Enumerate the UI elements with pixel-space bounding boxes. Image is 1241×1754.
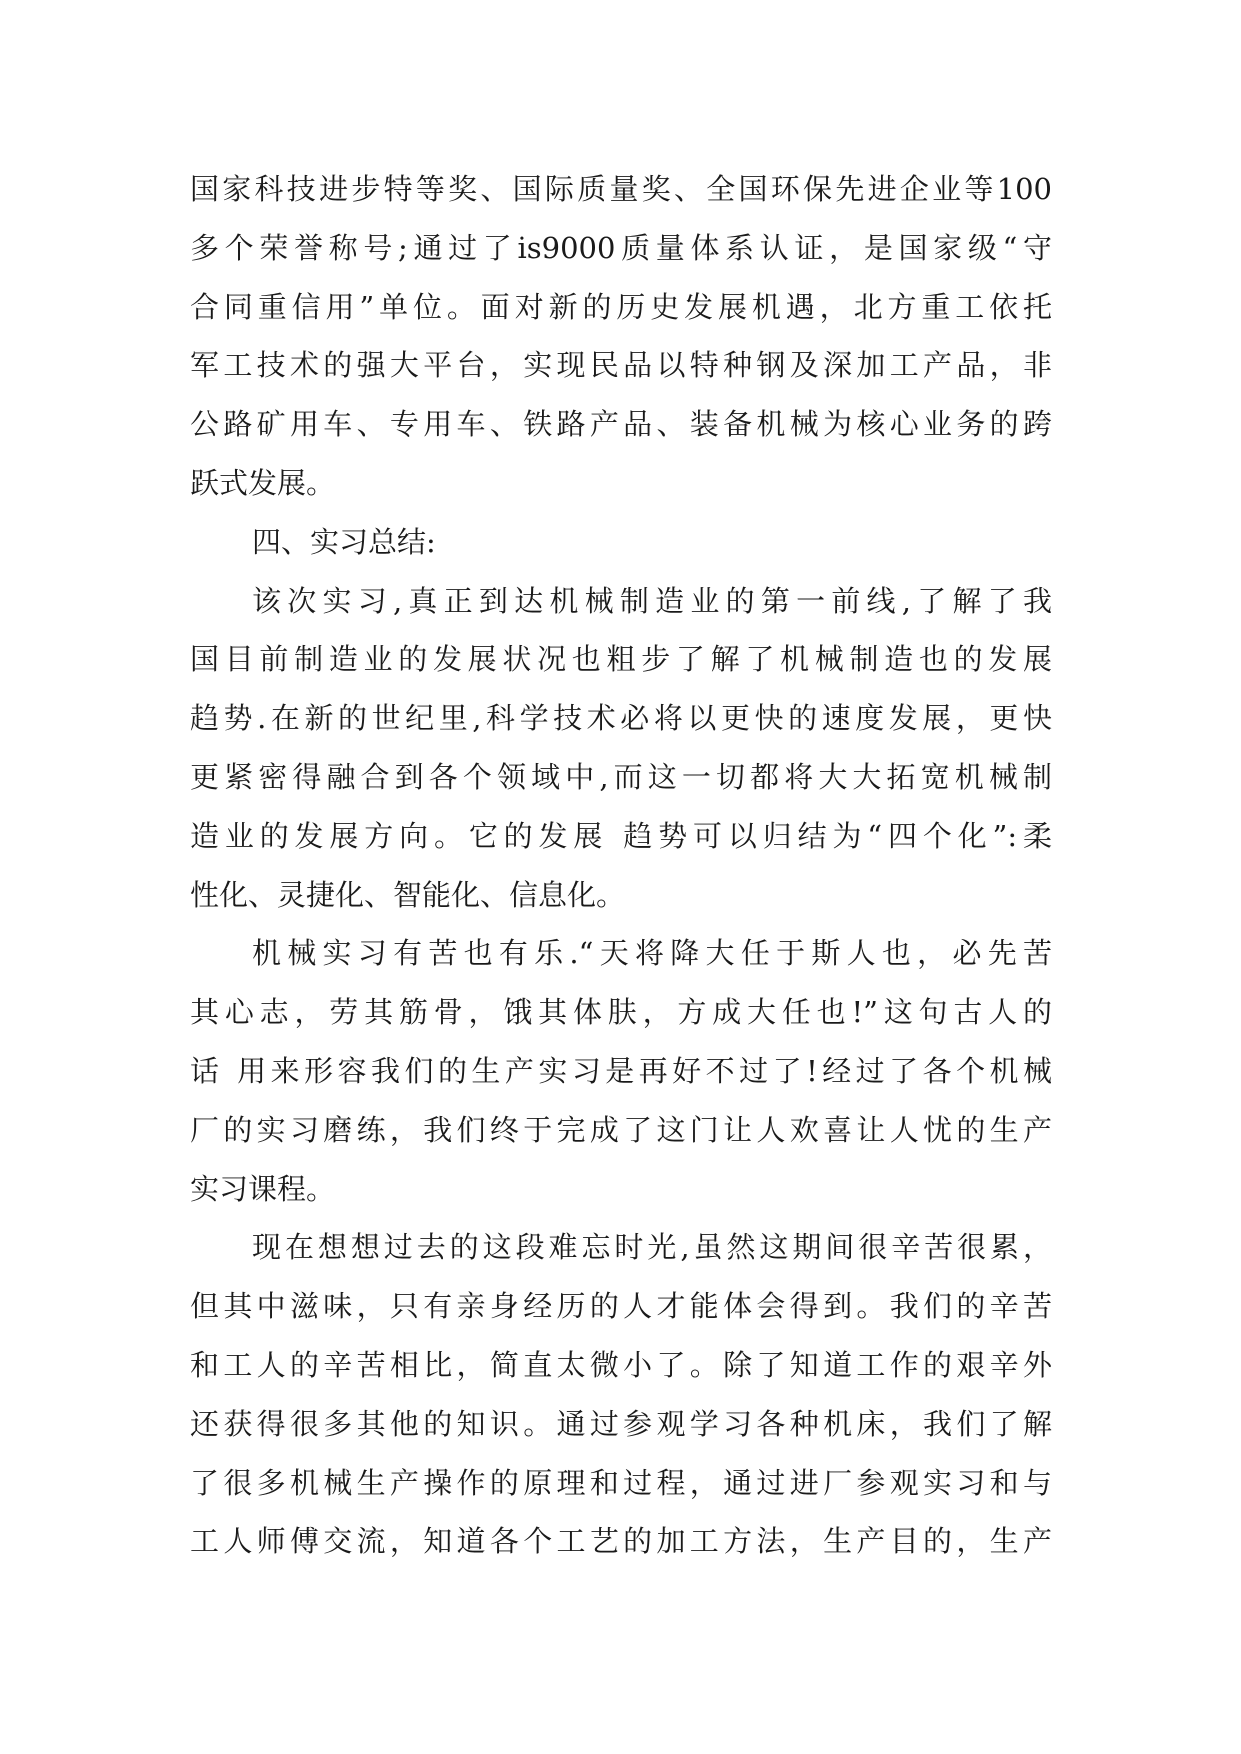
text-line-17: 厂的实习磨练，我们终于完成了这门让人欢喜让人忧的生产: [190, 1112, 1052, 1147]
text-line-6: 跃式发展。: [190, 465, 336, 500]
text-line-5: 公路矿用车、专用车、铁路产品、装备机械为核心业务的跨: [190, 407, 1052, 442]
text-line-3: 合同重信用”单位。面对新的历史发展机遇，北方重工依托: [190, 289, 1052, 324]
text-line-14: 机械实习有苦也有乐.“天将降大任于斯人也，必先苦: [252, 936, 1052, 971]
text-line-1: 国家科技进步特等奖、国际质量奖、全国环保先进企业等100: [190, 172, 1052, 206]
text-line-13: 性化、灵捷化、智能化、信息化。: [190, 877, 626, 912]
text-line-24: 工人师傅交流，知道各个工艺的加工方法，生产目的，生产: [190, 1524, 1052, 1559]
text-line-12: 造业的发展方向。它的发展 趋势可以归结为“四个化”:柔: [190, 818, 1052, 853]
body-text: [190, 160, 1052, 1571]
text-line-8: 该次实习,真正到达机械制造业的第一前线,了解了我: [252, 583, 1052, 618]
text-line-2: 多个荣誉称号;通过了is9000质量体系认证，是国家级“守: [190, 230, 1052, 265]
text-line-10: 趋势.在新的世纪里,科学技术必将以更快的速度发展，更快: [190, 701, 1052, 736]
text-line-21: 和工人的辛苦相比，简直太微小了。除了知道工作的艰辛外: [190, 1347, 1052, 1382]
text-line-22: 还获得很多其他的知识。通过参观学习各种机床，我们了解: [190, 1406, 1052, 1441]
text-line-15: 其心志，劳其筋骨，饿其体肤，方成大任也!”这句古人的: [190, 995, 1052, 1030]
text-line-9: 国目前制造业的发展状况也粗步了解了机械制造也的发展: [190, 642, 1052, 677]
text-line-16: 话 用来形容我们的生产实习是再好不过了!经过了各个机械: [190, 1053, 1052, 1088]
text-line-11: 更紧密得融合到各个领域中,而这一切都将大大拓宽机械制: [190, 759, 1052, 794]
section-heading: 四、实习总结:: [252, 524, 436, 559]
text-line-19: 现在想想过去的这段难忘时光,虽然这期间很辛苦很累，: [252, 1230, 1052, 1265]
text-line-20: 但其中滋味，只有亲身经历的人才能体会得到。我们的辛苦: [190, 1289, 1052, 1324]
text-line-18: 实习课程。: [190, 1171, 336, 1206]
text-line-23: 了很多机械生产操作的原理和过程，通过进厂参观实习和与: [190, 1465, 1052, 1500]
text-line-4: 军工技术的强大平台，实现民品以特种钢及深加工产品，非: [190, 348, 1052, 383]
